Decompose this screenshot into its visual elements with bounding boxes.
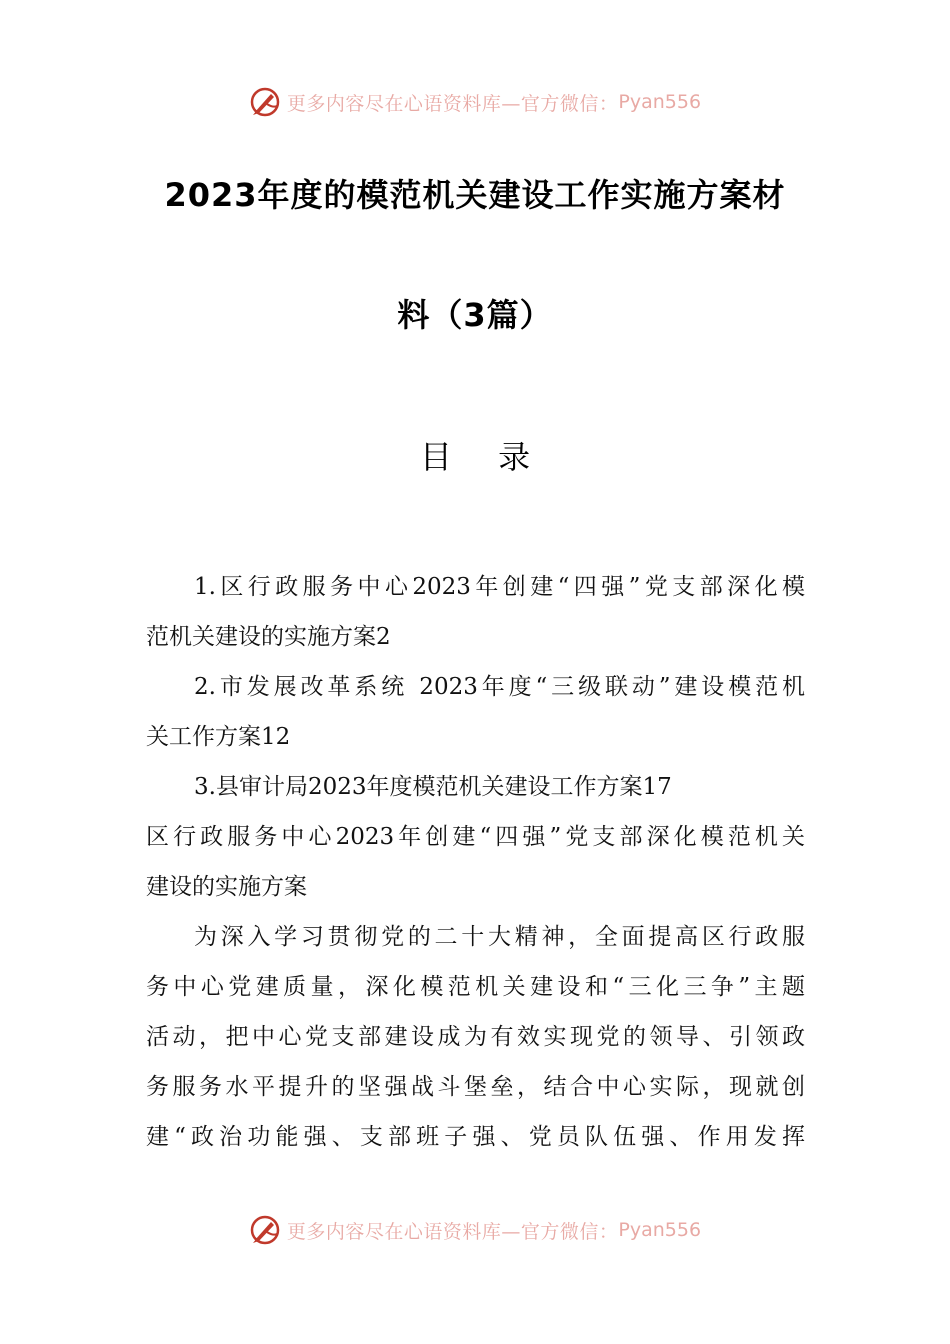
toc-item-1-line-2[interactable]: 范机关建设的实施方案2 bbox=[146, 624, 391, 650]
toc-item-2-line-1[interactable]: 2.市发展改革系统 2023年度“三级联动”建设模范机 bbox=[194, 674, 805, 700]
toc-item-3[interactable]: 3.县审计局2023年度模范机关建设工作方案17 bbox=[194, 774, 672, 800]
watermark-wechat-id: Pyan556 bbox=[618, 91, 702, 113]
body-line-1: 为深入学习贯彻党的二十大精神，全面提高区行政服 bbox=[194, 924, 805, 950]
body-line-5: 建“政治功能强、支部班子强、党员队伍强、作用发挥 bbox=[146, 1124, 805, 1150]
pen-logo-icon bbox=[249, 86, 281, 118]
header-watermark bbox=[0, 85, 950, 119]
footer-watermark bbox=[0, 1213, 950, 1247]
document-title-line-1: 2023年度的模范机关建设工作实施方案材 bbox=[164, 176, 786, 214]
section-heading-line-1: 区行政服务中心2023年创建“四强”党支部深化模范机关 bbox=[146, 824, 805, 850]
body-line-2: 务中心党建质量，深化模范机关建设和“三化三争”主题 bbox=[146, 974, 805, 1000]
pen-logo-icon bbox=[249, 1214, 281, 1246]
toc-item-1-line-1[interactable]: 1.区行政服务中心2023年创建“四强”党支部深化模 bbox=[194, 574, 805, 600]
watermark-text: 更多内容尽在心语资料库—官方微信： bbox=[286, 1220, 619, 1243]
toc-heading: 目 录 bbox=[419, 438, 549, 476]
section-heading-line-2: 建设的实施方案 bbox=[146, 874, 307, 900]
watermark-wechat-id: Pyan556 bbox=[618, 1219, 702, 1241]
body-line-3: 活动，把中心党支部建设成为有效实现党的领导、引领政 bbox=[146, 1024, 805, 1050]
document-title-line-2: 料（3篇） bbox=[397, 296, 553, 334]
watermark-text: 更多内容尽在心语资料库—官方微信： bbox=[286, 92, 619, 115]
body-line-4: 务服务水平提升的坚强战斗堡垒，结合中心实际，现就创 bbox=[146, 1074, 805, 1100]
toc-item-2-line-2[interactable]: 关工作方案12 bbox=[146, 724, 291, 750]
